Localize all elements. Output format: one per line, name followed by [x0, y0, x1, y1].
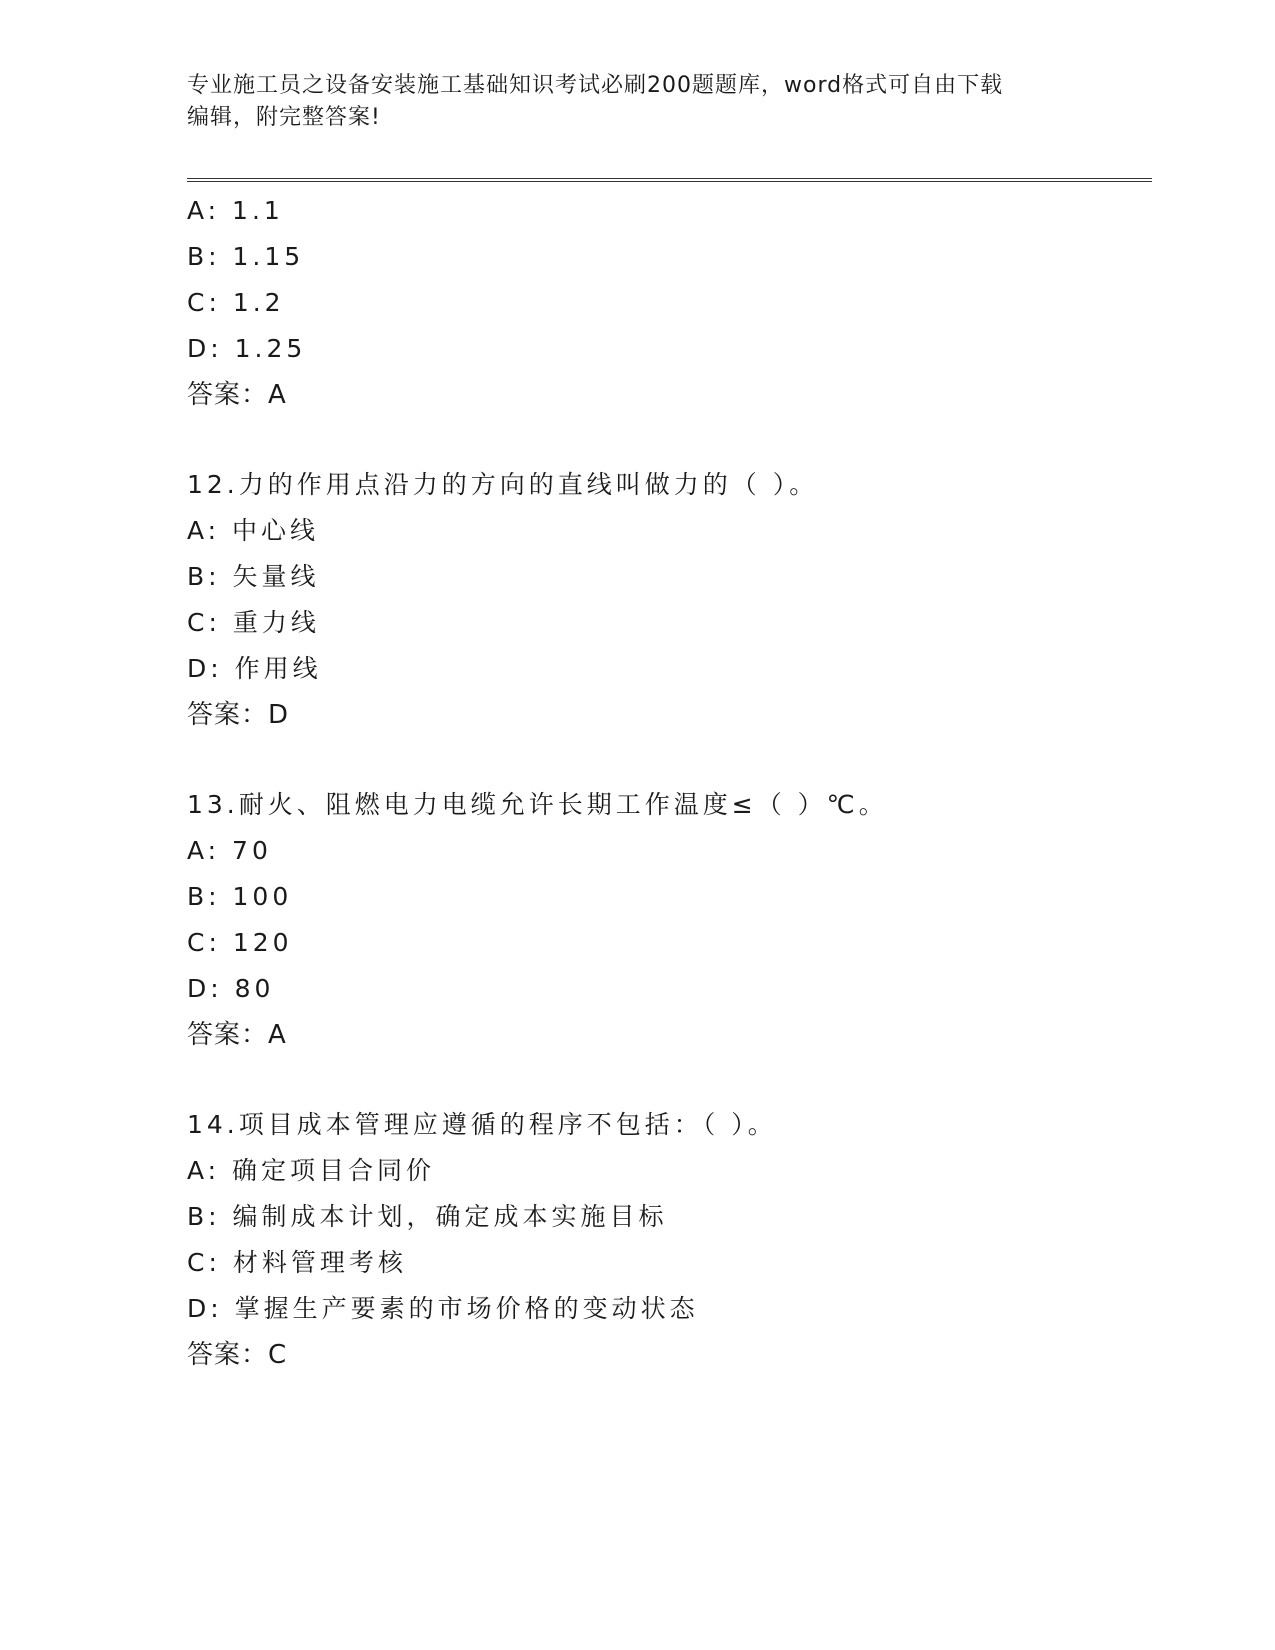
option-d: D: 80: [187, 974, 275, 1003]
page-header: [187, 70, 1087, 134]
question-block-11: [187, 188, 1147, 418]
option-a: A: 确定项目合同价: [187, 1156, 436, 1185]
question-block-12: [187, 462, 1147, 738]
option-b: B: 100: [187, 882, 293, 911]
option-b: B: 编制成本计划，确定成本实施目标: [187, 1202, 668, 1231]
option-a: A: 70: [187, 836, 272, 865]
question-block-13: [187, 782, 1147, 1058]
option-b: B: 矢量线: [187, 562, 320, 591]
option-a: A: 1.1: [187, 196, 284, 225]
option-d: D: 1.25: [187, 334, 307, 363]
question-text: 14.项目成本管理应遵循的程序不包括：（ ）。: [187, 1110, 777, 1139]
option-c: C: 120: [187, 928, 293, 957]
answer: 答案：A: [187, 380, 287, 410]
answer: 答案：D: [187, 700, 290, 730]
header-title-line2: 编辑，附完整答案!: [187, 105, 381, 130]
question-text: 12.力的作用点沿力的方向的直线叫做力的（ ）。: [187, 470, 819, 499]
question-text: 13.耐火、阻燃电力电缆允许长期工作温度≤（ ）℃。: [187, 790, 888, 819]
option-d: D: 作用线: [187, 654, 322, 683]
header-divider: [187, 178, 1152, 182]
answer: 答案：A: [187, 1020, 287, 1050]
option-b: B: 1.15: [187, 242, 305, 271]
answer: 答案：C: [187, 1340, 288, 1370]
question-list: [187, 188, 1147, 1378]
question-block-14: [187, 1102, 1147, 1378]
option-a: A: 中心线: [187, 516, 320, 545]
option-c: C: 1.2: [187, 288, 285, 317]
option-c: C: 重力线: [187, 608, 320, 637]
option-c: C: 材料管理考核: [187, 1248, 407, 1277]
header-title-line1: 专业施工员之设备安装施工基础知识考试必刷200题题库，word格式可自由下载: [187, 73, 1004, 98]
option-d: D: 掌握生产要素的市场价格的变动状态: [187, 1294, 699, 1323]
